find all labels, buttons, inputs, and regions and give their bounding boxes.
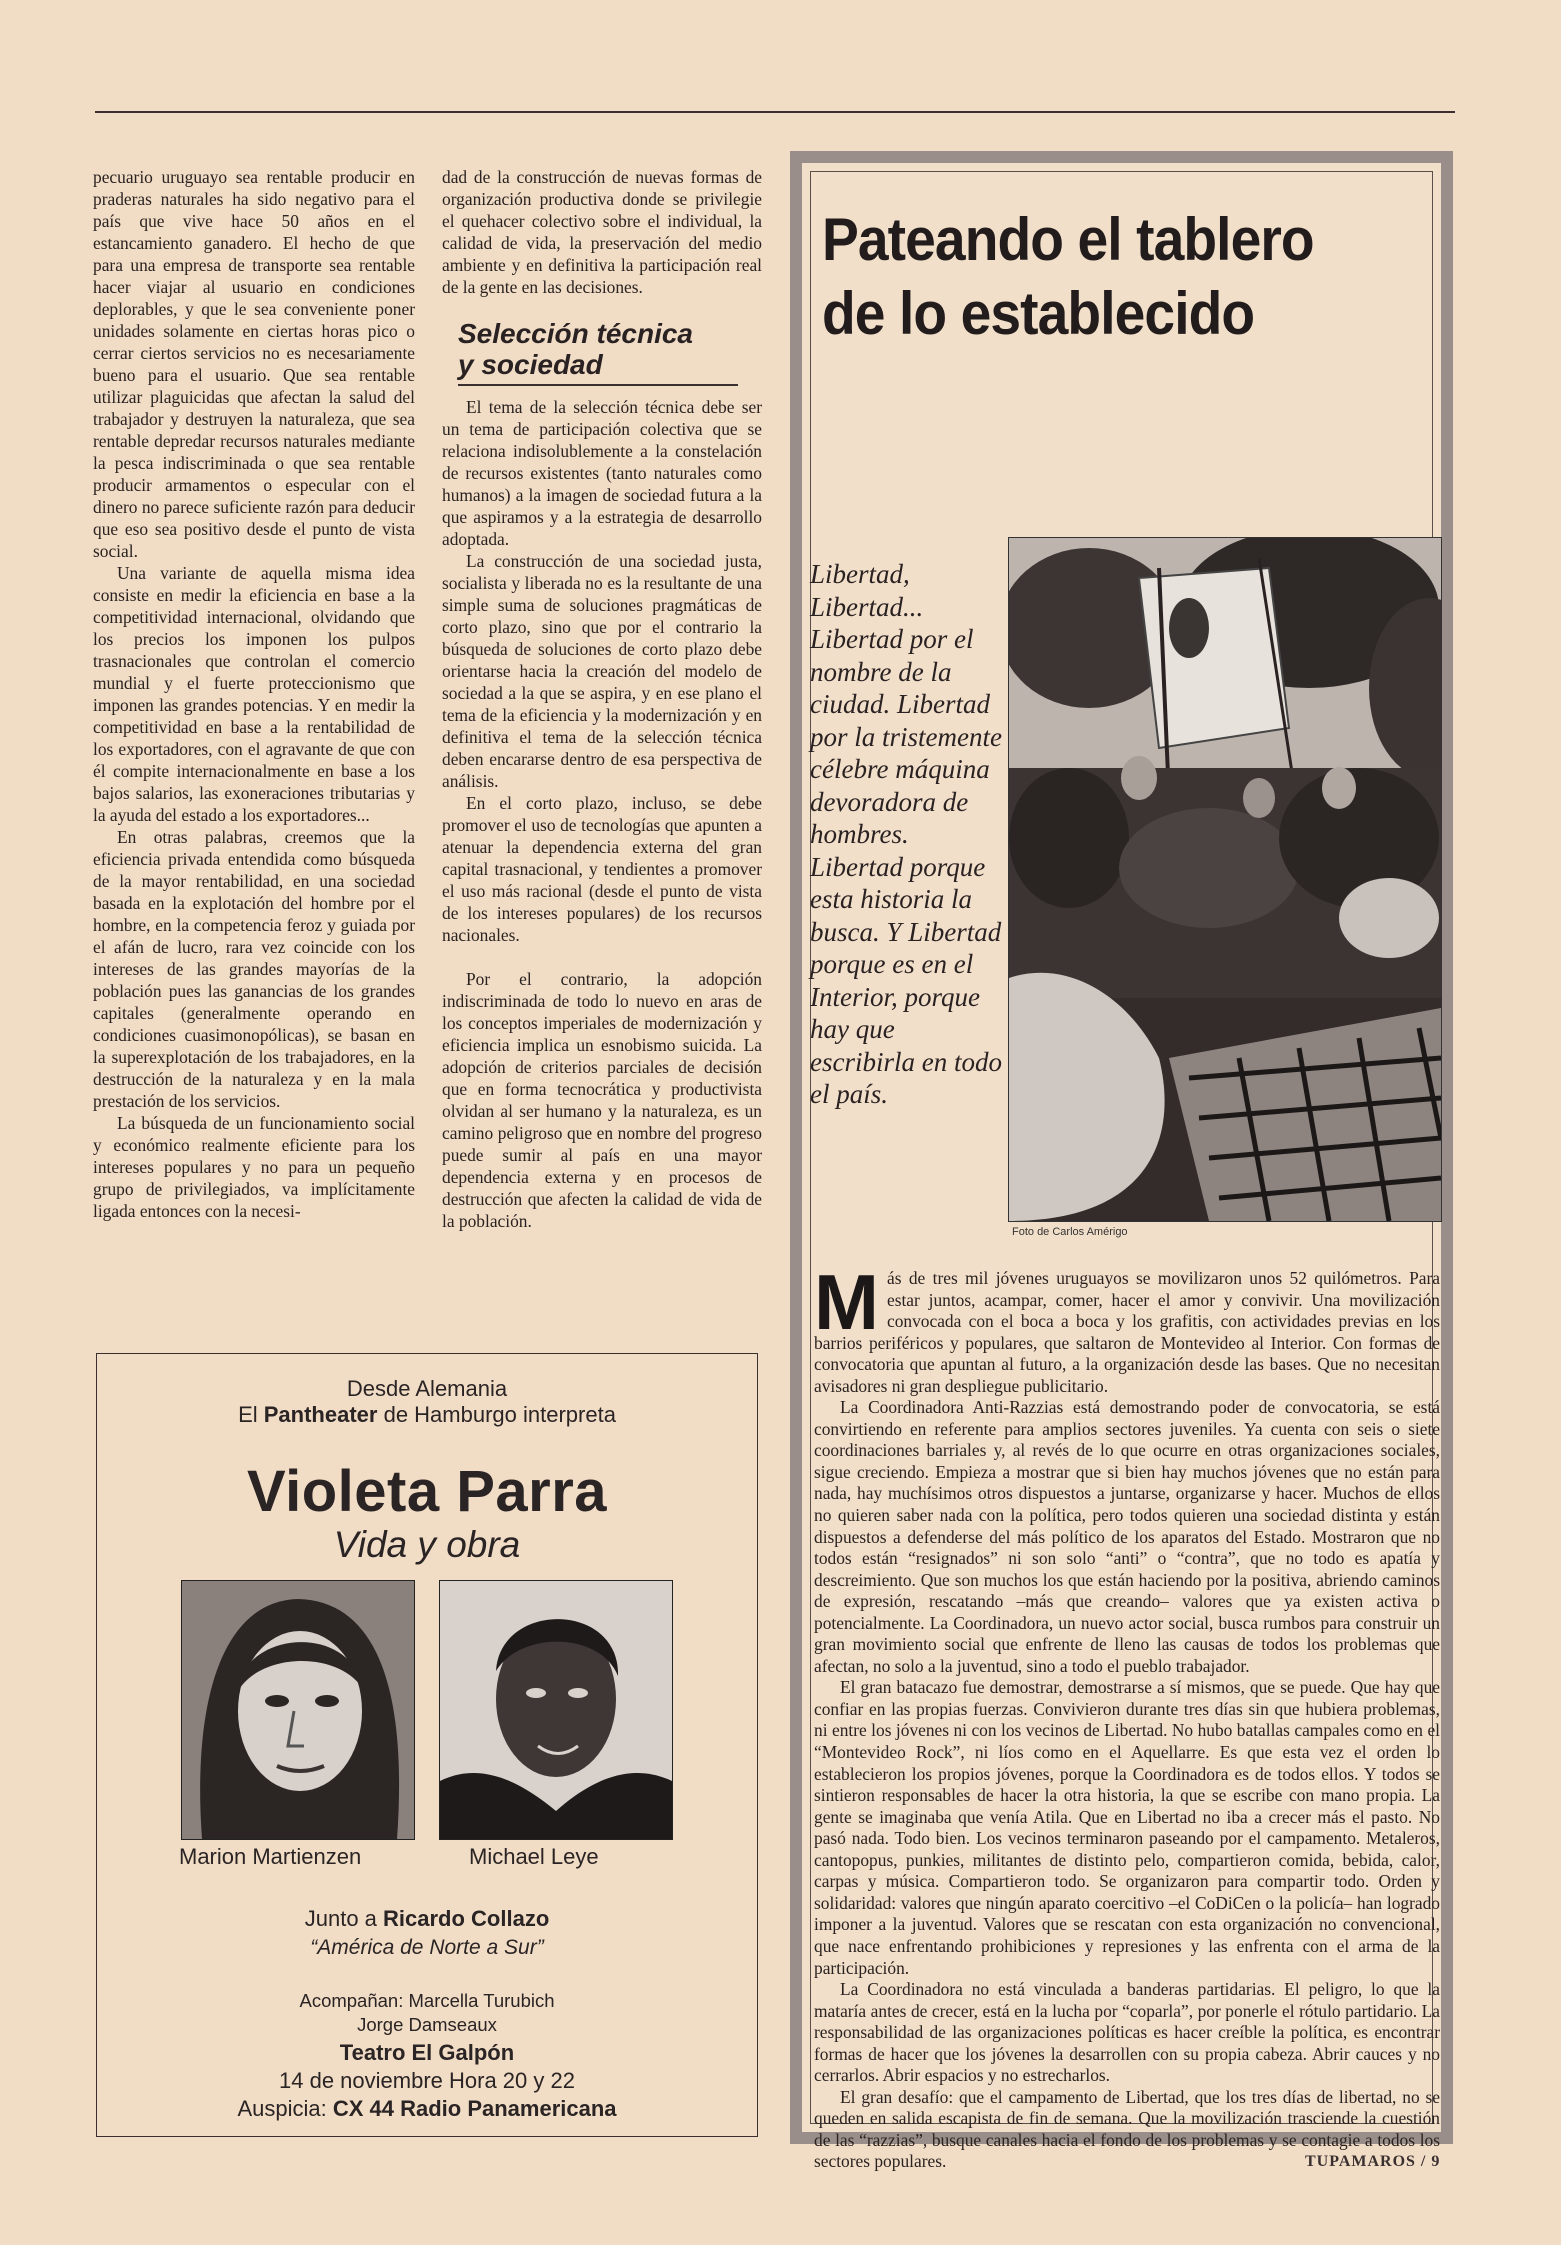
drop-cap: M xyxy=(814,1258,879,1346)
col2-paragraph: La construcción de una sociedad justa, socialista y liberada no es la resultante de una simple suma de soluciones pragmáticas de corto plazo, sino que por el contrario la búsqueda de soluciones de corto plazo debe orientarse hacia la creación del modelo de sociedad a la que se aspira, y en ese plano el tema de la eficiencia y la modernización y en definitiva el tema de la selección técnica deben encararse dentro de esa perspectiva de análisis. xyxy=(442,551,762,791)
feature-body xyxy=(814,1258,1440,2173)
headline-line: Pateando el tablero xyxy=(822,206,1314,273)
ad-accompany-1: Acompañan: Marcella Turubich xyxy=(299,1990,555,2011)
performer-portrait-2 xyxy=(439,1580,673,1840)
section-subhead xyxy=(458,318,738,386)
feature-headline xyxy=(822,203,1383,351)
ad-sponsor-name: CX 44 Radio Panamericana xyxy=(332,2096,617,2121)
ad-venue: Teatro El Galpón xyxy=(339,2040,515,2065)
feature-paragraph: La Coordinadora Anti-Razzias está demostrando poder de convocatoria, se está convirtiendo en referente para amplios sectores juveniles. Ya cuenta con seis o siete coordinaciones barriales y, al revés de lo que ocurre en otras organizaciones sociales, sigue creciendo. Empieza a mostrar que si bien hay muchos jóvenes que no están para nada, hay muchísimos otros dispuestos a juntarse, organizarse y hacer. Muchos de ellos no quieren saber nada con la política, pero todos quieren una sociedad distinta y están dispuestos a defenderse del más político de los aparatos del Estado. Mostraron que no todos están “resignados” ni son solo “anti” o “contra”, que no todo es apatía y descreimiento. Que son muchos los que están haciendo por la positiva, abriendo caminos de expresión, rescatando –más que creando– valores que ya existen activa o potencialmente. La Coordinadora, un nuevo actor social, busca rumbos para construir un gran movimiento social que enfrente de lleno las causas de todos los problemas que afectan, no solo a la juventud, sino a todo el pueblo trabajador. xyxy=(814,1397,1440,1676)
top-rule xyxy=(95,111,1455,113)
feature-paragraph: El gran desafío: que el campamento de Libertad, que los tres días de libertad, no se queden en salida escapista de fin de semana. Que la movilización trasciende la cuestión de las “razzias”, busque canales hacia el fondo de los problemas y se contagie a todos los sectores populares. xyxy=(814,2086,1440,2172)
feature-paragraph: El gran batacazo fue demostrar, demostrarse a sí mismos, que se puede. Que hay que confiar en las propias fuerzas. Convivieron durante tres días sin que hubiera problemas, ni entre los jóvenes ni con los vecinos de Libertad. No hubo batallas campales como en el “Montevideo Rock”, ni líos como en el Aquellarre. Es que esta vez el orden lo establecieron los propios jóvenes, porque la Coordinadora es de todos ellos. Y todos se sintieron responsables de hacer la otra historia, la que se escribe con mano propia. La gente se imaginaba que venía Atila. Que en Libertad no iba a crecer más el pasto. No pasó nada. Todo bien. Los vecinos terminaron paseando por el campamento. Metaleros, cantopopus, punkies, militantes de distinto pelo, compartieron comida, bebida, calor, carpas y música. Compartieron todo. Se organizaron para compartir todo. Orden y solidaridad: valores que ningún aparato coercitivo –el CoDiCen o la policía– han logrado imponer a la juventud. Valores que se rescatan con esta organización no convencional, que nace enfrentando prohibiciones y represiones y las enfrenta con el arma de la participación. xyxy=(814,1677,1440,1978)
photo-credit: Foto de Carlos Amérigo xyxy=(1012,1226,1128,1238)
first-paragraph-text: ás de tres mil jóvenes uruguayos se movilizaron unos 52 quilómetros. Para estar juntos, acampar, comer, hacer el amor y convivir. Una movilización convocada con el boca a boca y los grafitis, con actividades previas en los barrios periféricos y populares, que saltaron de Montevideo al Interior. Con formas de convocatoria que apuntan al futuro, a la organización desde las bases. Que no necesitan avisadores ni gran despliegue publicitario. xyxy=(814,1268,1440,1396)
ad-song: “América de Norte a Sur” xyxy=(310,1936,544,1959)
col2-paragraph: El tema de la selección técnica debe ser un tema de participación colectiva que se relaciona indisolublemente a la constelación de recursos existentes (tanto naturales como humanos) a la imagen de sociedad futura a la que aspiramos y a la estrategia de desarrollo adoptada. xyxy=(442,397,762,549)
col1-paragraph: En otras palabras, creemos que la eficiencia privada entendida como búsqueda de la mayor rentabilidad, en una sociedad basada en la explotación del hombre por el hombre, en la competencia feroz y guiada por el afán de lucro, rara vez coincide con los intereses de las grandes mayorías de la población pues las ganancias de los grandes capitales (generalmente operando en condiciones cuasimonopólicas), se basan en la superexplotación de los trabajadores, en la destrucción de la naturaleza y en la mala prestación de los servicios. xyxy=(93,827,415,1111)
feature-first-paragraph xyxy=(814,1258,1440,1397)
ad-with-name: Ricardo Collazo xyxy=(383,1906,550,1931)
col2-lead: dad de la construcción de nuevas formas de organización productiva donde se privilegie el quehacer colectivo sobre el individual, la calidad de vida, la preservación del medio ambiente y en definitiva la participación real de la gente en las decisiones. xyxy=(442,167,762,297)
page-footer: TUPAMAROS / 9 xyxy=(1305,2153,1441,2170)
ad-company: Pantheater xyxy=(263,1402,378,1427)
subhead-line: Selección técnica xyxy=(458,318,694,349)
col2-paragraph: En el corto plazo, incluso, se debe promover el uso de tecnologías que apunten a atenuar la dependencia externa del gran capital trasnacional, y tendientes a promover el uso más racional (desde el punto de vista de los intereses populares) de los recursos nacionales. xyxy=(442,793,762,945)
ad-with: Junto a Ricardo Collazo xyxy=(304,1906,550,1931)
camp-photo xyxy=(1008,537,1442,1222)
performer-name-1: Marion Martienzen xyxy=(179,1844,362,1869)
ad-presents xyxy=(97,1376,757,1428)
headline-line: de lo establecido xyxy=(822,280,1255,347)
col1-paragraph: pecuario uruguayo sea rentable producir en praderas naturales ha sido negativo para el país que vive hace 50 años en el estancamiento ganadero. El hecho de que para una empresa de transporte sea rentable hacer viajar al usuario en condiciones deplorables, y que le sea conveniente poner unidades solamente en ciertas horas pico o cerrar ciertos servicios no es necesariamente bueno para el usuario. Que sea rentable utilizar plaguicidas que afectan la salud del trabajador y destruyen la naturaleza, que sea rentable depredar recursos naturales mediante la pesca indiscriminada o que sea rentable producir armamentos o especular con el dinero no parece suficiente razón para deducir que eso sea positivo desde el punto de vista social. xyxy=(93,167,415,561)
ad-sponsor: Auspicia: CX 44 Radio Panamericana xyxy=(237,2096,617,2121)
feature-paragraph: La Coordinadora no está vinculada a banderas partidarias. El peligro, lo que la mataría antes de crecer, está en la lucha por “coparla”, por ponerle el rótulo partidario. La responsabilidad de las organizaciones políticas es hacer creíble la política, es encontrar formas de hacer que los jóvenes la desarrollen con su propia cabeza. Abrir cauces y no cerrarlos. Abrir espacios y no estrecharlos. xyxy=(814,1979,1440,2086)
pull-quote: Libertad, Libertad... Libertad por el nombre de la ciudad. Libertad por la tristemente célebre máquina devoradora de hombres. Libertad porque esta historia la busca. Y Libertad porque es en el Interior, porque hay que escribirla en todo el país. xyxy=(810,559,1002,1109)
performer-name-2: Michael Leye xyxy=(469,1844,599,1869)
ad-from: Desde Alemania xyxy=(346,1376,508,1401)
ad-presenter: El Pantheater de Hamburgo interpreta xyxy=(238,1402,616,1427)
ad-date: 14 de noviembre Hora 20 y 22 xyxy=(279,2068,575,2093)
theater-ad xyxy=(96,1353,758,2137)
col2-paragraph: Por el contrario, la adopción indiscriminada de todo lo nuevo en aras de los conceptos imperiales de modernización y eficiencia implica un esnobismo suicida. La adopción de criterios parciales de decisión que en forma tecnocrática y productivista olvidan al ser humano y la naturaleza, es un camino peligroso que en nombre del progreso puede sumir al país en una mayor dependencia externa y en procesos de destrucción que afecten la calidad de vida de la población. xyxy=(442,969,762,1231)
performer-portrait-1 xyxy=(181,1580,415,1840)
ad-subtitle: Vida y obra xyxy=(333,1524,521,1565)
ad-accompany-2: Jorge Damseaux xyxy=(357,2014,497,2035)
ad-title: Violeta Parra xyxy=(246,1459,608,1524)
subhead-line: y sociedad xyxy=(458,349,603,380)
article-column-1 xyxy=(93,166,415,1222)
col1-paragraph: Una variante de aquella misma idea consiste en medir la eficiencia en base a la competitividad internacional, olvidando que los precios los imponen los pulpos trasnacionales que controlan el comercio mundial y el fuerte proteccionismo que imponen las grandes potencias. Y en medir la competitividad en base a la rentabilidad de los exportadores, con el agravante de que con él compite internacionalmente en base a los bajos salarios, las exoneraciones tributarias y la ayuda del estado a los exportadores... xyxy=(93,563,415,825)
article-column-2 xyxy=(442,166,762,1232)
col1-paragraph: La búsqueda de un funcionamiento social y económico realmente eficiente para los intereses populares y no para un pequeño grupo de privilegiados, va implícitamente ligada entonces con la necesi- xyxy=(93,1113,415,1221)
